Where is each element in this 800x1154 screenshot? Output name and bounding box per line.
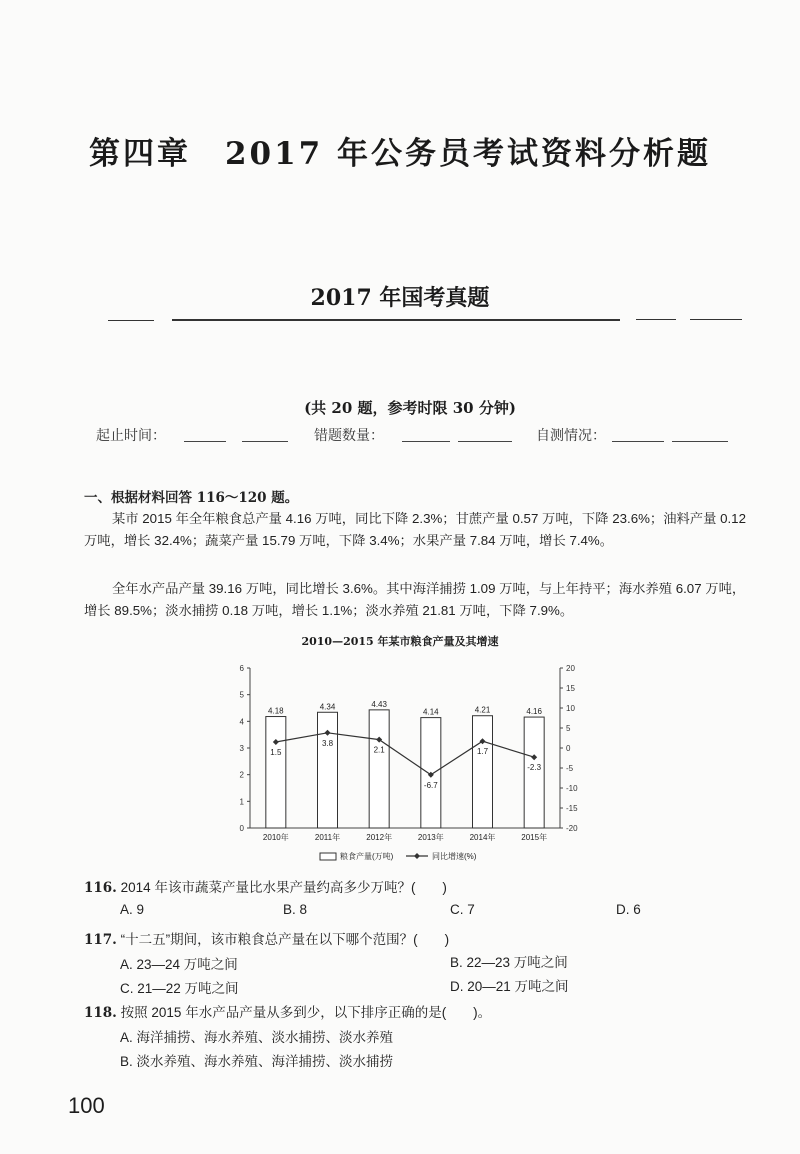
left-axis-tick-label: 6 (239, 664, 244, 673)
bar-value-label: 4.21 (474, 705, 491, 715)
bar-value-label: 4.14 (423, 707, 439, 717)
section-divider-left (108, 320, 154, 321)
bar-grain-output (318, 712, 338, 828)
right-axis-tick-label: -5 (566, 764, 574, 773)
self-check-row (96, 425, 756, 447)
legend-line-label: 同比增速(%) (432, 852, 477, 861)
growth-rate-label: 2.1 (373, 745, 385, 755)
growth-rate-label: 1.5 (270, 748, 282, 757)
right-axis-tick-label: 0 (566, 744, 571, 753)
x-axis-category-label: 2011年 (314, 833, 341, 842)
left-axis-tick-label: 2 (239, 770, 244, 780)
right-axis-tick-label: 5 (566, 724, 571, 733)
x-axis-category-label: 2010年 (262, 833, 289, 842)
option-118-a: A. 海洋捕捞、海水养殖、淡水捕捞、淡水养殖 (120, 1030, 394, 1045)
legend-bar-swatch (320, 853, 336, 860)
bar-value-label: 4.34 (319, 702, 336, 712)
option-117-b: B. 22—23 万吨之间 (450, 955, 568, 970)
end-time-blank (242, 441, 288, 442)
growth-rate-label: 1.7 (476, 747, 489, 757)
option-116-c: C. 7 (450, 902, 475, 917)
growth-rate-label: 3.8 (321, 738, 334, 748)
option-116-a: A. 9 (120, 902, 145, 917)
option-116-b: B. 8 (283, 902, 308, 917)
growth-rate-label: -6.7 (423, 780, 438, 790)
question-text: 2014 年该市蔬菜产量比水果产量约高多少万吨？( ) (120, 880, 447, 895)
question-number: 118. (84, 1005, 117, 1021)
right-axis-tick-label: -10 (566, 784, 578, 793)
section-divider-far-right (690, 319, 742, 320)
legend-bar-label: 粮食产量(万吨) (340, 852, 394, 861)
question-number: 116. (84, 880, 117, 896)
bar-grain-output (524, 717, 544, 828)
wrong-count-label: 错题数量： (314, 428, 384, 444)
self-check-blank (612, 441, 664, 442)
right-axis-tick-label: 20 (566, 664, 575, 673)
left-axis-tick-label: 1 (239, 797, 244, 807)
left-axis-tick-label: 0 (239, 824, 244, 833)
bar-value-label: 4.18 (268, 706, 284, 716)
option-117-d: D. 20—21 万吨之间 (450, 979, 569, 994)
material-paragraph-1: 某市 2015 年全年粮食总产量 4.16 万吨，同比下降 2.3%；甘蔗产量 0.57 万吨，下降 23.6%；油料产量 0.12 万吨，增长 32.4%；蔬菜产量 15.79 万吨，下降 3.4%；水果产量 7.84 万吨，增长 7.4%。 (84, 511, 746, 548)
time-limit-subtitle: (共 20 题，参考时限 30 分钟) (304, 399, 516, 417)
start-end-time-label: 起止时间： (96, 428, 166, 444)
left-axis-tick-label: 4 (239, 717, 244, 727)
section-divider-right (636, 319, 676, 320)
question-text: 按照 2015 年水产品产量从多到少，以下排序正确的是( )。 (120, 1005, 492, 1020)
x-axis-category-label: 2012年 (366, 833, 393, 842)
option-118-b: B. 淡水养殖、海水养殖、海洋捕捞、淡水捕捞 (120, 1054, 394, 1069)
left-axis-tick-label: 3 (239, 744, 244, 753)
option-117-a: A. 23—24 万吨之间 (120, 957, 238, 972)
material-paragraph-2: 全年水产品产量 39.16 万吨，同比增长 3.6%。其中海洋捕捞 1.09 万吨，与上年持平；海水养殖 6.07 万吨，增长 89.5%；淡水捕捞 0.18 万吨，增长 1.1%；淡水养殖 21.81 万吨，下降 7.9%。 (84, 581, 746, 618)
grain-output-chart (220, 656, 600, 870)
bar-grain-output (473, 716, 493, 828)
chart-title: 2010—2015 年某市粮食产量及其增速 (301, 635, 499, 648)
legend-line-marker (414, 853, 420, 859)
x-axis-category-label: 2015年 (521, 833, 548, 842)
section-title: 2017 年国考真题 (310, 285, 490, 311)
growth-rate-label: -2.3 (527, 763, 542, 773)
question-number: 117. (84, 932, 117, 948)
x-axis-category-label: 2014年 (469, 833, 496, 842)
material-heading: 一、根据材料回答 116～120 题。 (84, 490, 299, 506)
bar-value-label: 4.16 (526, 707, 542, 717)
option-116-d: D. 6 (616, 902, 641, 917)
question-text: “十二五”期间，该市粮食总产量在以下哪个范围？( ) (120, 932, 450, 947)
bar-grain-output (369, 710, 389, 828)
chapter-title: 第四章 2017 年公务员考试资料分析题 (88, 136, 712, 172)
right-axis-tick-label: -20 (566, 824, 578, 833)
wrong-count-blank-2 (458, 441, 512, 442)
question-116 (84, 876, 764, 896)
right-axis-tick-label: 10 (566, 704, 575, 713)
wrong-count-blank (402, 441, 450, 442)
question-117 (84, 928, 764, 948)
bar-grain-output (266, 717, 286, 828)
self-check-label: 自测情况： (536, 428, 606, 444)
growth-rate-line (276, 733, 534, 775)
start-time-blank (184, 441, 226, 442)
right-axis-tick-label: -15 (566, 804, 578, 813)
bar-value-label: 4.43 (371, 699, 387, 709)
self-check-blank-2 (672, 441, 728, 442)
right-axis-tick-label: 15 (566, 684, 575, 693)
section-divider-main (172, 319, 620, 321)
option-117-c: C. 21—22 万吨之间 (120, 981, 239, 996)
page-number: 100 (68, 1093, 105, 1118)
question-118 (84, 1001, 764, 1021)
x-axis-category-label: 2013年 (417, 833, 444, 842)
left-axis-tick-label: 5 (239, 690, 244, 700)
